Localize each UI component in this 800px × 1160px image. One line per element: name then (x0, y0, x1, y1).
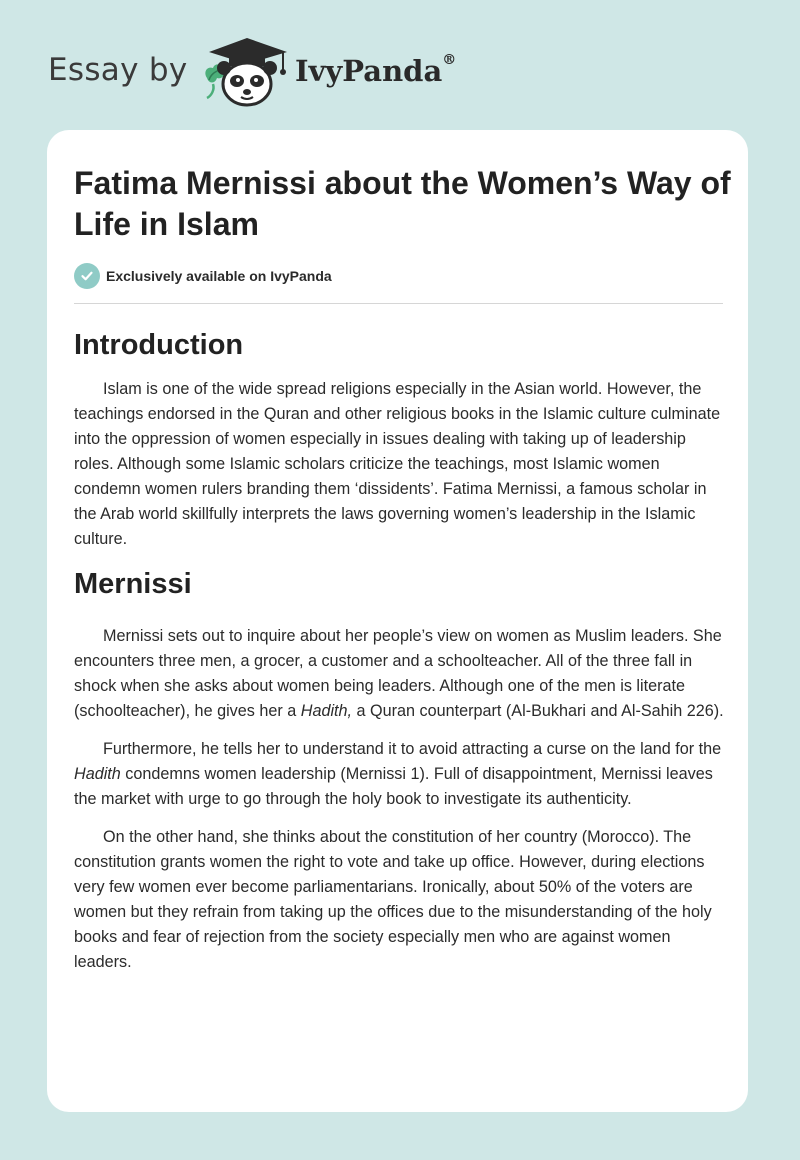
section-heading-mernissi: Mernissi (74, 568, 192, 600)
section-heading-introduction: Introduction (74, 329, 244, 361)
emphasis-hadith: Hadith (74, 765, 121, 783)
exclusive-badge-label: Exclusively available on IvyPanda (106, 268, 332, 284)
divider (74, 303, 723, 304)
paragraph: Islam is one of the wide spread religions especially in the Asian world. However, the teachings endorsed in the Quran and other religious books in the Islamic culture culminate into the oppression of women especially in issues dealing with taking up of leadership roles. Although some Islamic scholars criticize the teachings, most Islamic women condemn women rulers branding them ‘dissidents’. Fatima Mernissi, a famous scholar in the Arab world skillfully interprets the laws governing women’s leadership in the Islamic culture. (74, 380, 721, 548)
paragraph: Mernissi sets out to inquire about her people’s view on women as Muslim leaders. She encounters three men, a grocer, a customer and a schoolteacher. All of the three fall in shock when she asks about women being leaders. Although one of the men is literate (schoolteacher), he gives her a Hadith, a Quran counterpart (Al-Bukhari and Al-Sahih 226). (74, 627, 724, 720)
panda-graduate-icon[interactable] (201, 34, 293, 108)
paragraph: Furthermore, he tells her to understand it to avoid attracting a curse on the land for the Hadith condemns women leadership (Mernissi 1). Full of disappointment, Mernissi leaves the market with urge to go through the holy book to investigate its authenticity. (74, 740, 722, 808)
essay-card (47, 130, 748, 1112)
essay-by-label: Essay by (48, 52, 188, 88)
page-title: Fatima Mernissi about the Women’s Way of Life in Islam (74, 165, 731, 242)
paragraph: On the other hand, she thinks about the constitution of her country (Morocco). The constitution grants women the right to vote and take up office. However, during elections very few women ever become parliamentarians. Ironically, about 50% of the voters are women but they refrain from taking up the offices due to the misunderstanding of the holy books and fear of rejection from the society especially men who are against women leaders. (74, 828, 712, 971)
brand-name[interactable]: IvyPanda® (295, 52, 457, 88)
site-header (48, 34, 568, 114)
essay-body (74, 320, 724, 975)
exclusive-badge (74, 263, 332, 289)
check-icon (74, 263, 100, 289)
emphasis-hadith: Hadith, (300, 702, 353, 720)
